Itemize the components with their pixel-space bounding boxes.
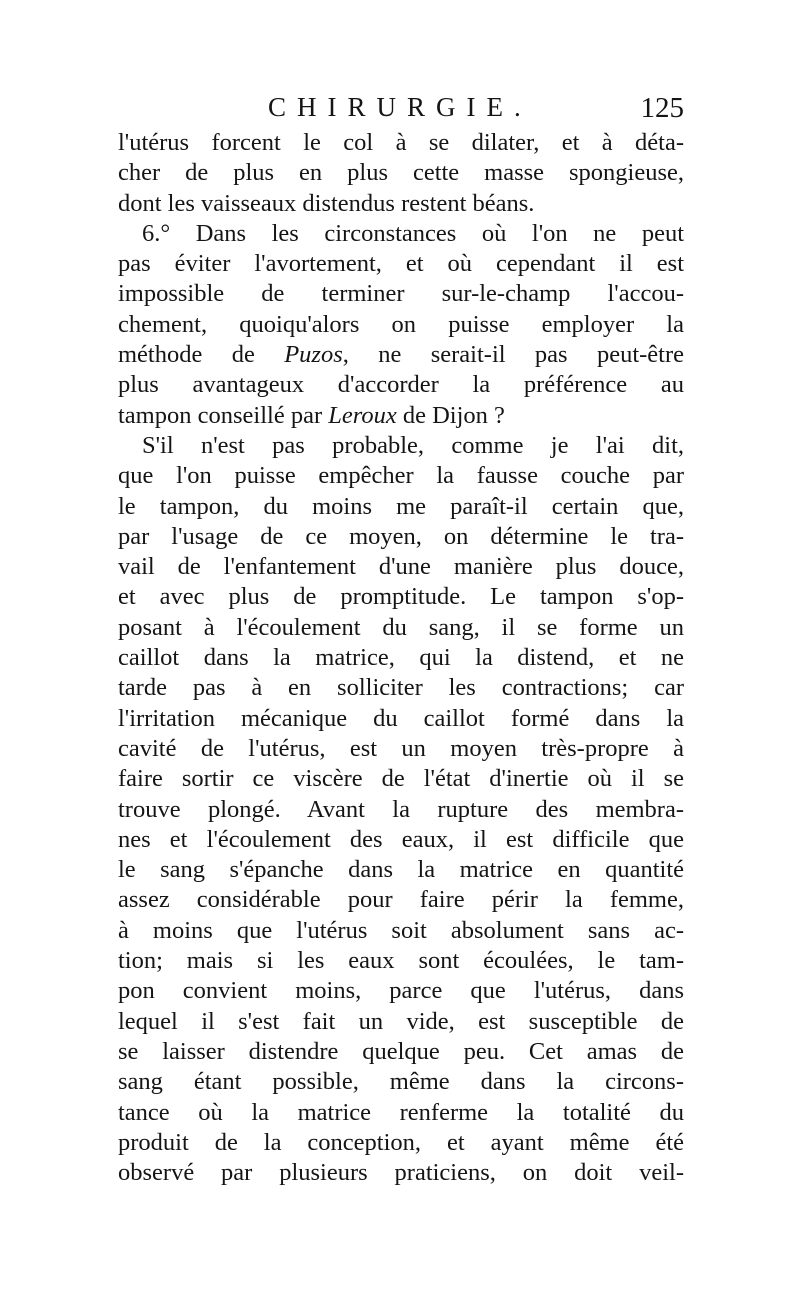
text-line: méthode de Puzos, ne serait-il pas peut-être	[118, 341, 684, 369]
text-line: pas éviter l'avortement, et où cependant il est	[118, 250, 684, 278]
text-line: 6.° Dans les circonstances où l'on ne peut	[142, 219, 684, 247]
text-line: lequel il s'est fait un vide, est susceptible de	[118, 1007, 684, 1035]
text-line: à moins que l'utérus soit absolument sans ac-	[118, 916, 684, 944]
text-line: tarde pas à en solliciter les contractions; car	[118, 674, 684, 702]
text-line: tance où la matrice renferme la totalité du	[118, 1098, 684, 1126]
text-line: dont les vaisseaux distendus restent béans.	[118, 189, 535, 217]
text-line: trouve plongé. Avant la rupture des membra-	[118, 795, 684, 823]
text-line: cher de plus en plus cette masse spongieuse,	[118, 159, 684, 187]
body-text	[118, 128, 684, 1188]
text-line: et avec plus de promptitude. Le tampon s'op-	[118, 583, 684, 611]
text-line: plus avantageux d'accorder la préférence au	[118, 371, 684, 399]
text-line: vail de l'enfantement d'une manière plus douce,	[118, 553, 684, 581]
text-line: assez considérable pour faire périr la femme,	[118, 886, 684, 914]
italic-name: Puzos	[284, 341, 343, 369]
text-line: observé par plusieurs praticiens, on doit veil-	[118, 1159, 684, 1187]
page-header	[118, 92, 684, 132]
text-line: produit de la conception, et ayant même été	[118, 1128, 684, 1156]
text-line: tion; mais si les eaux sont écoulées, le tam-	[118, 947, 684, 975]
text-line: chement, quoiqu'alors on puisse employer la	[118, 310, 684, 338]
text-line: cavité de l'utérus, est un moyen très-propre à	[118, 734, 684, 762]
text-line: l'utérus forcent le col à se dilater, et à déta-	[118, 129, 684, 156]
text-line: nes et l'écoulement des eaux, il est difficile que	[118, 825, 684, 853]
text-line: faire sortir ce viscère de l'état d'inertie où il se	[118, 765, 684, 793]
running-head: CHIRURGIE.	[268, 92, 532, 122]
text-line: S'il n'est pas probable, comme je l'ai dit,	[142, 431, 684, 459]
page-number: 125	[640, 92, 684, 124]
text-line: impossible de terminer sur-le-champ l'accou-	[118, 280, 684, 308]
text-line: se laisser distendre quelque peu. Cet amas de	[118, 1037, 684, 1065]
text-line: pon convient moins, parce que l'utérus, dans	[118, 977, 684, 1005]
text-line: le sang s'épanche dans la matrice en quantité	[118, 856, 684, 884]
text-line: le tampon, du moins me paraît-il certain que,	[118, 492, 684, 520]
text-line: par l'usage de ce moyen, on détermine le tra-	[118, 522, 684, 550]
text-line: sang étant possible, même dans la circons-	[118, 1068, 684, 1096]
text-line: caillot dans la matrice, qui la distend, et ne	[118, 644, 684, 672]
text-line: tampon conseillé par Leroux de Dijon ?	[118, 401, 505, 429]
text-line: que l'on puisse empêcher la fausse couche par	[118, 462, 684, 490]
text-line: l'irritation mécanique du caillot formé dans la	[118, 704, 684, 732]
text-line: posant à l'écoulement du sang, il se forme un	[118, 613, 684, 641]
italic-name: Leroux	[328, 401, 397, 429]
